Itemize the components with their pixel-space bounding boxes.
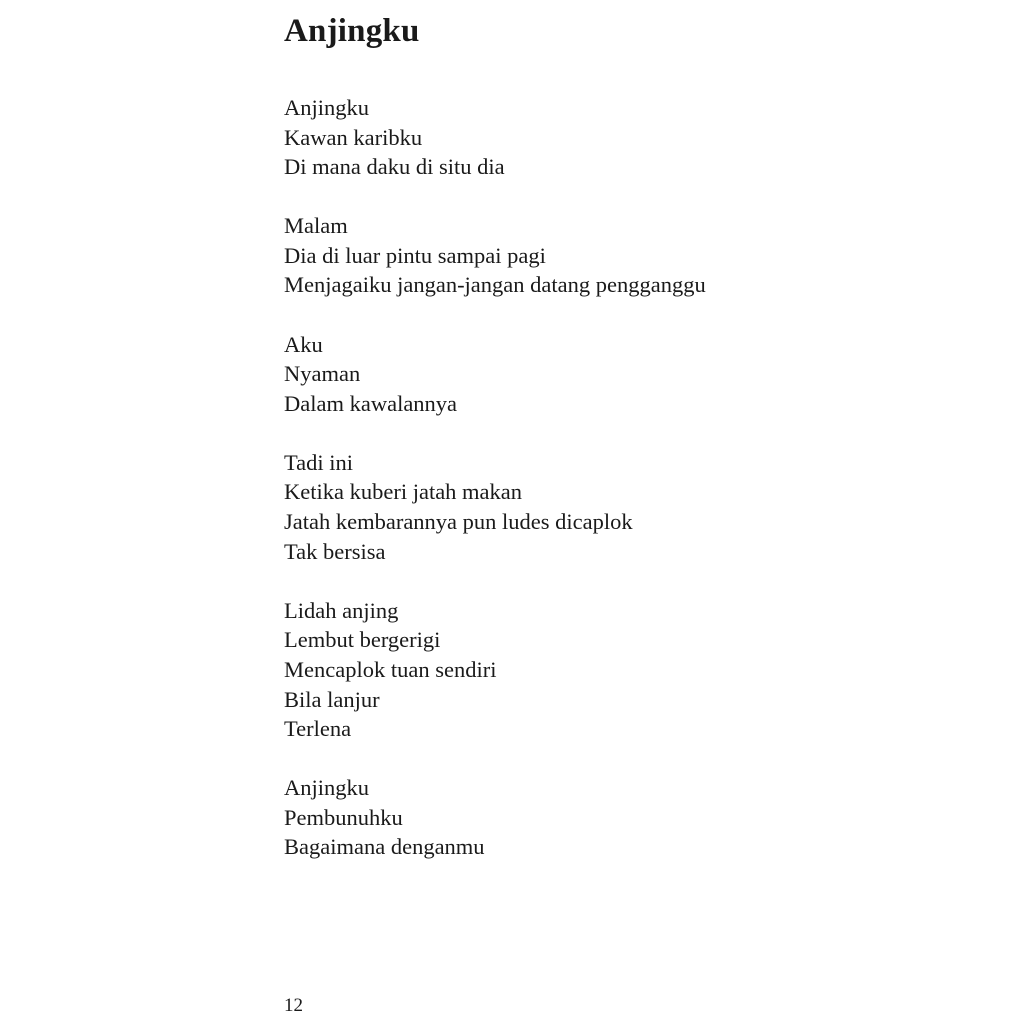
stanza-5 (284, 596, 706, 744)
stanza-1 (284, 93, 706, 182)
poem-line: Menjagaiku jangan-jangan datang pengganggu (284, 272, 706, 298)
poem-line: Jatah kembarannya pun ludes dicaplok (284, 509, 633, 535)
poem-line: Dalam kawalannya (284, 390, 458, 416)
poem-line: Lembut bergerigi (284, 627, 441, 653)
poem-line: Mencaplok tuan sendiri (284, 656, 497, 682)
poem-title: Anjingku (284, 13, 420, 49)
poem-line: Pembunuhku (284, 804, 403, 830)
poem-body (284, 93, 706, 891)
poem-line: Dia di luar pintu sampai pagi (284, 242, 546, 268)
poem-line: Tak bersisa (284, 538, 386, 564)
poem-line: Tadi ini (284, 449, 354, 475)
page-number: 12 (284, 995, 303, 1016)
poem-line: Terlena (284, 716, 352, 742)
poem-line: Malam (284, 213, 348, 239)
poem-line: Ketika kuberi jatah makan (284, 479, 523, 505)
book-page (284, 0, 964, 1024)
poem-line: Anjingku (284, 95, 370, 120)
poem-line: Di mana daku di situ dia (284, 154, 505, 180)
poem-line: Aku (284, 331, 323, 357)
stanza-6 (284, 773, 706, 862)
poem-line: Bila lanjur (284, 686, 380, 712)
poem-line: Bagaimana denganmu (284, 834, 485, 860)
stanza-3 (284, 330, 706, 419)
stanza-4 (284, 448, 706, 566)
poem-line: Anjingku (284, 775, 370, 801)
stanza-2 (284, 211, 706, 300)
poem-line: Nyaman (284, 361, 361, 387)
poem-line: Kawan karibku (284, 124, 423, 150)
poem-line: Lidah anjing (284, 597, 399, 623)
